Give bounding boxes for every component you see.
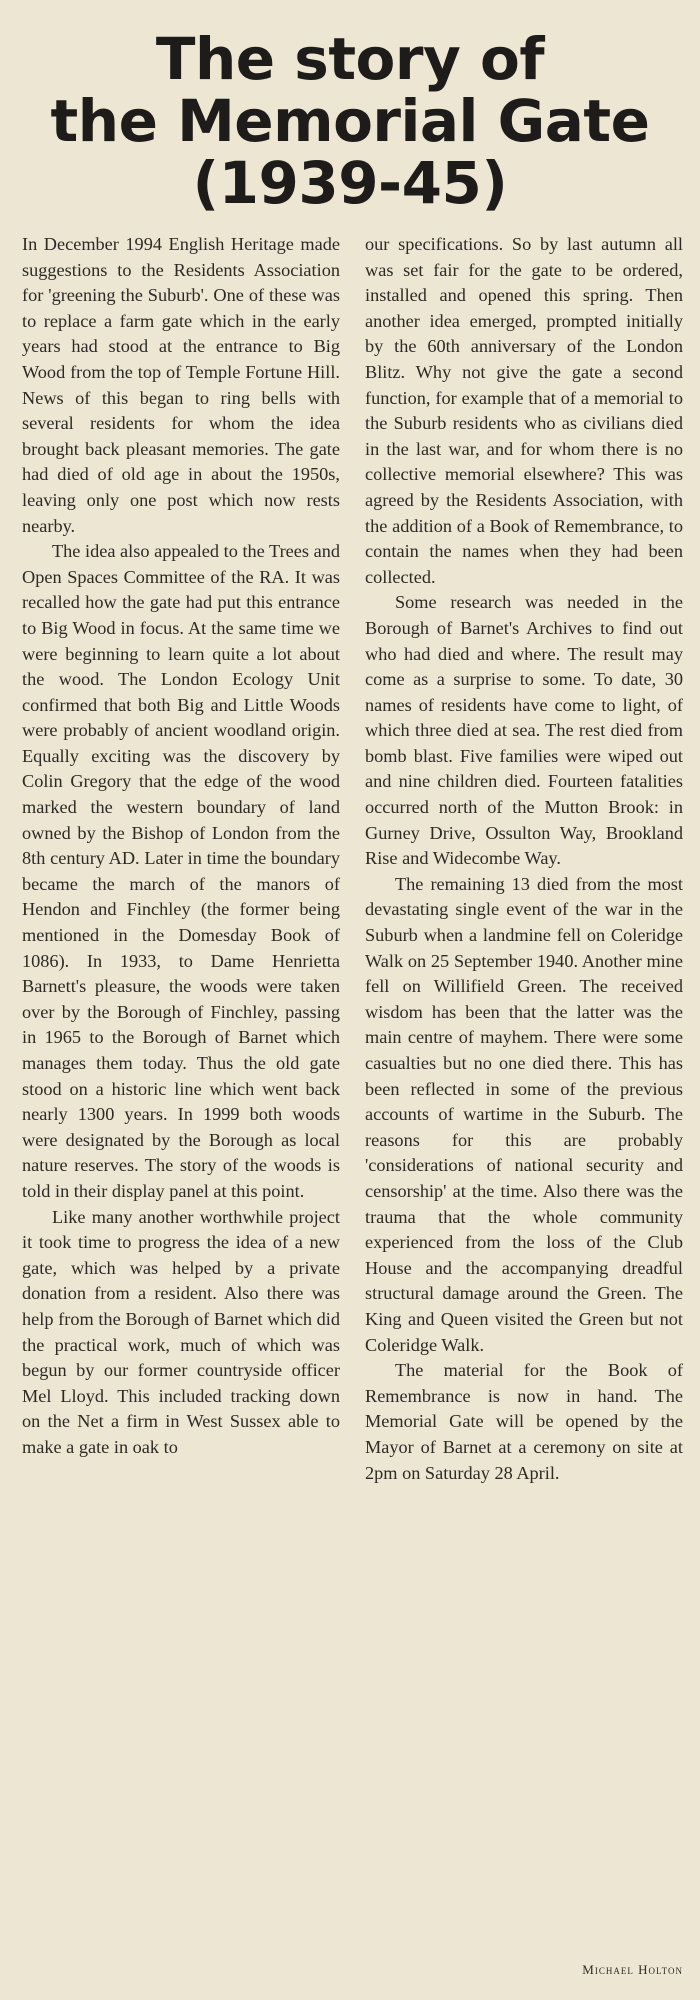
paragraph: The idea also appealed to the Trees and Open Spaces Committee of the RA. It was recalled how the gate had put this entrance to Big Wood in focus. At the same time we were beginning to learn quite a lot about the wood. The London Ecology Unit confirmed that both Big and Little Woods were probably of ancient woodland origin. Equally exciting was the discovery by Colin Gregory that the edge of the wood marked the western boundary of land owned by the Bishop of London from the 8th century AD. Later in time the boundary became the march of the manors of Hendon and Finchley (the former being mentioned in the Domesday Book of 1086). In 1933, to Dame Henrietta Barnett's pleasure, the woods were taken over by the Borough of Finchley, passing in 1965 to the Borough of Barnet which manages them today. Thus the old gate stood on a historic line which went back nearly 1300 years. In 1999 both woods were designated by the Borough as local nature reserves. The story of the woods is told in their display panel at this point. [22,541,340,1201]
article-title [0,25,700,217]
title-line-1: The story of [155,25,545,93]
paragraph: our specifications. So by last autumn all was set fair for the gate to be ordered, installed and opened this spring. Then another idea emerged, prompted initially by the 60th anniversary of the London Blitz. Why not give the gate a second function, for example that of a memorial to the Suburb residents who as civilians died in the last war, and for whom there is no collective memorial elsewhere? This was agreed by the Residents Association, with the addition of a Book of Remembrance, to contain the names when they had been collected. [365,234,683,587]
paragraph: The material for the Book of Remembrance is now in hand. The Memorial Gate will be opened by the Mayor of Barnet at a ceremony on site at 2pm on Saturday 28 April. [365,1360,683,1483]
author-signature: Michael Holton [582,1962,683,1977]
right-column [365,232,683,1486]
paragraph: The remaining 13 died from the most devastating single event of the war in the Suburb when a landmine fell on Coleridge Walk on 25 September 1940. Another mine fell on Willifield Green. The received wisdom has been that the latter was the main centre of mayhem. There were some casualties but no one died there. This has been reflected in some of the previous accounts of wartime in the Suburb. The reasons for this are probably 'considerations of national security and censorship' at the time. Also there was the trauma that the whole community experienced from the loss of the Club House and the accompanying dreadful structural damage around the Green. The King and Queen visited the Green but not Coleridge Walk. [365,873,683,1355]
title-line-3: (1939-45) [192,149,508,217]
paragraph: Some research was needed in the Borough of Barnet's Archives to find out who had died and where. The result may come as a surprise to some. To date, 30 names of residents have come to light, of which three died at sea. The rest died from bomb blast. Five families were wiped out and nine children died. Fourteen fatalities occurred north of the Mutton Brook: in Gurney Drive, Ossulton Way, Brookland Rise and Widecombe Way. [365,592,683,869]
paragraph: Like many another worthwhile project it took time to progress the idea of a new gate, which was helped by a private donation from a resident. Also there was help from the Borough of Barnet which did the practical work, much of which was begun by our former countryside officer Mel Lloyd. This included tracking down on the Net a firm in West Sussex able to make a gate in oak to [22,1206,340,1457]
left-column [22,232,340,1461]
paragraph: In December 1994 English Heritage made suggestions to the Residents Association for 'greening the Suburb'. One of these was to replace a farm gate which in the early years had stood at the entrance to Big Wood from the top of Temple Fortune Hill. News of this began to ring bells with several residents for whom the idea brought back pleasant memories. The gate had died of old age in about the 1950s, leaving only one post which now rests nearby. [22,234,340,536]
title-line-2: the Memorial Gate [50,87,650,155]
